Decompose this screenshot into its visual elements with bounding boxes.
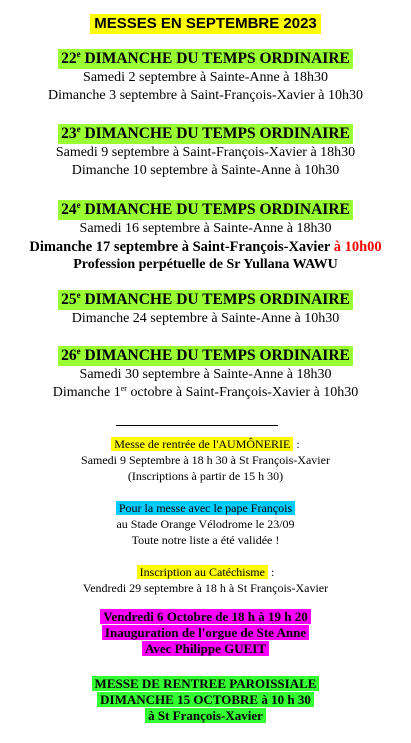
sunday-label: DIMANCHE DU TEMPS ORDINAIRE: [80, 125, 350, 142]
info-line: Vendredi 29 septembre à 18 h à St François-Xavier: [82, 581, 329, 595]
mass-time-red: à 10h00: [333, 239, 382, 255]
mass-line: Dimanche 24 septembre à Sainte-Anne à 10h30: [71, 311, 340, 326]
orgue-line: [0, 641, 411, 657]
sunday-label: DIMANCHE DU TEMPS ORDINAIRE: [80, 201, 350, 218]
mass-line: Samedi 2 septembre à Sainte-Anne à 18h30: [83, 70, 328, 85]
sunday-label: DIMANCHE DU TEMPS ORDINAIRE: [80, 347, 350, 364]
aumonerie-heading: [0, 436, 411, 452]
sunday-24-block: [0, 200, 411, 274]
sunday-heading: [58, 200, 353, 220]
catechisme-title: Inscription au Catéchisme: [137, 565, 268, 579]
sunday-22-block: [0, 49, 411, 105]
pape-heading: [0, 500, 411, 516]
separator-rule: [116, 425, 278, 426]
sunday-25-block: [0, 290, 411, 328]
paroissiale-line-text: à St François-Xavier: [145, 708, 266, 723]
mass-line-part: Dimanche 1: [52, 385, 121, 400]
info-line: Samedi 9 Septembre à 18 h 30 à St François-Xavier: [81, 453, 330, 467]
orgue-line-text: Vendredi 6 Octobre de 18 h à 19 h 20: [100, 609, 311, 624]
orgue-line-text: Inauguration de l'orgue de Ste Anne: [102, 625, 309, 640]
mass-line: Samedi 16 septembre à Sainte-Anne à 18h30: [79, 221, 332, 236]
catechisme-block: [0, 564, 411, 596]
aumonerie-block: [0, 436, 411, 484]
sunday-number: 24: [61, 201, 77, 218]
sunday-number: 23: [61, 125, 77, 142]
sunday-26-block: [0, 346, 411, 402]
ordinal-suffix: er: [120, 384, 127, 393]
orgue-line: [0, 625, 411, 641]
aumonerie-title: Messe de rentrée de l'AUMÔNERIE: [111, 437, 293, 451]
ordinal-suffix: e: [76, 124, 81, 134]
sunday-label: DIMANCHE DU TEMPS ORDINAIRE: [80, 291, 350, 308]
mass-line: Samedi 9 septembre à Saint-François-Xavier à 18h30: [55, 145, 356, 160]
pape-title: Pour la messe avec le pape François: [116, 501, 295, 515]
sunday-number: 26: [61, 347, 77, 364]
mass-line-highlight: [0, 238, 411, 256]
pape-block: [0, 500, 411, 548]
page-title: MESSES EN SEPTEMBRE 2023: [90, 14, 321, 34]
profession-line: Profession perpétuelle de Sr Yullana WAWU: [73, 257, 338, 272]
sunday-number: 22: [61, 50, 77, 67]
mass-line: Samedi 30 septembre à Sainte-Anne à 18h30: [79, 367, 332, 382]
orgue-block: [0, 609, 411, 657]
mass-line: Dimanche 3 septembre à Saint-François-Xavier à 10h30: [48, 88, 363, 103]
sunday-heading: [58, 290, 353, 310]
paroissiale-line: [0, 708, 411, 724]
sunday-heading: [58, 49, 353, 69]
paroissiale-line-text: MESSE DE RENTREE PAROISSIALE: [92, 676, 320, 691]
mass-line: Dimanche 10 septembre à Sainte-Anne à 10h30: [71, 163, 340, 178]
title-block: [0, 14, 411, 34]
info-line: au Stade Orange Vélodrome le 23/09: [116, 517, 295, 531]
sunday-number: 25: [61, 291, 77, 308]
paroissiale-line-text: DIMANCHE 15 OCTOBRE à 10 h 30: [97, 692, 314, 707]
sunday-heading: [58, 346, 353, 366]
ordinal-suffix: e: [76, 200, 81, 210]
orgue-line: [0, 609, 411, 625]
mass-line: [0, 384, 411, 402]
paroissiale-line: [0, 692, 411, 708]
info-line: Toute notre liste a été validée !: [131, 533, 280, 547]
paroissiale-block: [0, 676, 411, 724]
sunday-23-block: [0, 124, 411, 180]
sunday-label: DIMANCHE DU TEMPS ORDINAIRE: [80, 50, 350, 67]
orgue-line-text: Avec Philippe GUEIT: [142, 641, 269, 656]
mass-line-part: octobre à Saint-François-Xavier à 10h30: [126, 385, 359, 400]
colon: :: [293, 437, 300, 451]
colon: :: [267, 565, 275, 579]
mass-line-main: Dimanche 17 septembre à Saint-François-Xavier: [29, 239, 334, 255]
sunday-heading: [58, 124, 353, 144]
catechisme-heading: [0, 564, 411, 580]
info-line: (Inscriptions à partir de 15 h 30): [127, 469, 284, 483]
paroissiale-line: [0, 676, 411, 692]
ordinal-suffix: e: [76, 346, 81, 356]
ordinal-suffix: e: [76, 49, 81, 59]
ordinal-suffix: e: [76, 290, 81, 300]
